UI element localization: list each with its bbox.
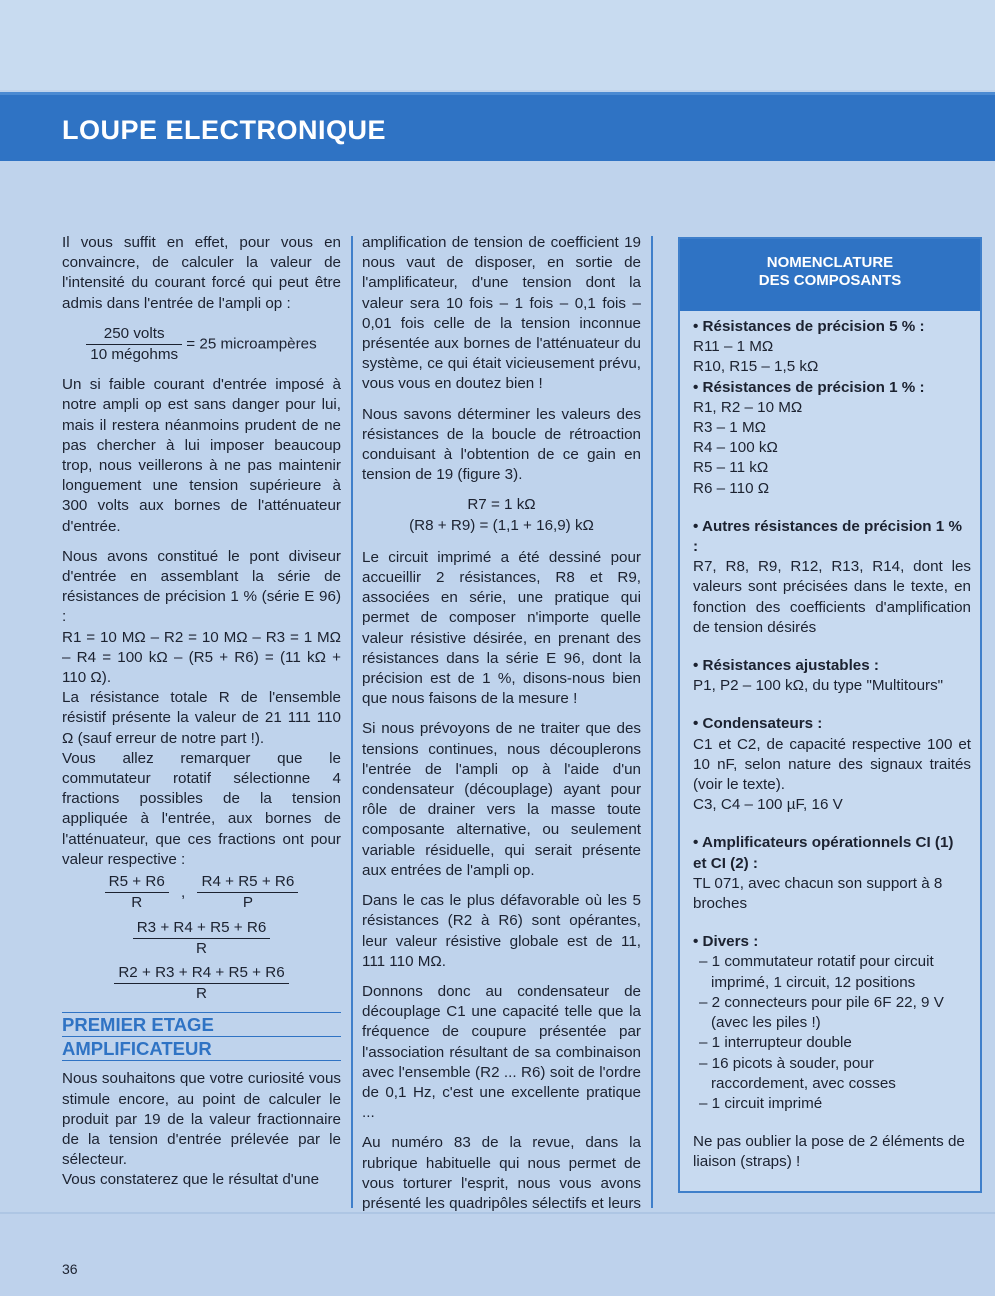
paragraph: Nous avons constitué le pont diviseur d'entrée en assemblant la série de résistances de précision 1 % (série E 96) : bbox=[62, 547, 341, 626]
fraction-numerator: R5 + R6 bbox=[105, 872, 169, 893]
column-1 bbox=[62, 233, 341, 1191]
fraction-numerator: R4 + R5 + R6 bbox=[197, 872, 298, 893]
fraction-denominator: R bbox=[196, 985, 207, 1003]
paragraph: Nous souhaitons que votre curiosité vous stimule encore, au point de calculer le produit par 19 de la valeur fractionnaire de la tension d'entrée prélevée par le sélecteur. bbox=[62, 1070, 341, 1169]
column-divider bbox=[351, 236, 353, 1208]
section-heading-line: AMPLIFICATEUR bbox=[62, 1037, 341, 1061]
part-line: R6 – 110 Ω bbox=[693, 479, 770, 497]
column-2 bbox=[362, 233, 641, 1244]
fraction-row bbox=[62, 918, 341, 959]
paragraph: R1 = 10 MΩ – R2 = 10 MΩ – R3 = 1 MΩ – R4 = 100 kΩ – (R5 + R6) = (11 kΩ + 110 Ω). bbox=[62, 628, 341, 687]
section-heading-line: PREMIER ETAGE bbox=[62, 1013, 341, 1037]
part-line: R10, R15 – 1,5 kΩ bbox=[693, 358, 819, 376]
category-heading: • Résistances de précision 1 % : bbox=[693, 378, 925, 396]
paragraph: Au numéro 83 de la revue, dans la rubrique habituelle qui nous permet de vous torturer l'esprit, nous vous avons présenté les quadripôles sélectifs et leurs bbox=[362, 1134, 641, 1212]
fraction-numerator: R2 + R3 + R4 + R5 + R6 bbox=[114, 963, 288, 984]
fraction-denominator: R bbox=[131, 894, 143, 912]
category-heading: • Résistances de précision 5 % : bbox=[693, 318, 925, 335]
part-line: C1 et C2, de capacité respective 100 et 10 nF, selon nature des signaux traités (voir le texte). bbox=[693, 735, 971, 794]
category-heading: • Condensateurs : bbox=[693, 715, 823, 733]
paragraph: Il vous suffit en effet, pour vous en convaincre, de calculer la valeur de l'intensité du courant forcé qui peut être admis dans l'entrée de l'ampli op : bbox=[62, 234, 341, 312]
part-line: R7, R8, R9, R12, R13, R14, dont les valeurs sont précisées dans le texte, en fonction des coefficients d'amplification de tension désirés bbox=[693, 558, 971, 636]
parts-list-header bbox=[680, 239, 980, 311]
column-divider bbox=[651, 236, 653, 1208]
top-margin bbox=[0, 0, 995, 90]
fraction-numerator: 250 volts bbox=[86, 324, 182, 345]
equation: (R8 + R9) = (1,1 + 16,9) kΩ bbox=[409, 516, 594, 534]
part-line: C3, C4 – 100 µF, 16 V bbox=[693, 796, 843, 814]
fraction-row bbox=[62, 963, 341, 1004]
misc-parts-list bbox=[693, 952, 971, 1114]
fraction-row bbox=[62, 872, 341, 913]
note: Ne pas oublier la pose de 2 éléments de liaison (straps) ! bbox=[693, 1133, 965, 1171]
paragraph: Dans le cas le plus défavorable où les 5 résistances (R2 à R6) sont opérantes, leur valeur résistive globale est de 11, 111 110 MΩ. bbox=[362, 892, 641, 970]
fraction-denominator: P bbox=[242, 894, 253, 912]
category-heading: • Autres résistances de précision 1 % : bbox=[693, 517, 962, 556]
paragraph: Vous allez remarquer que le commutateur rotatif sélectionne 4 fractions possibles de la tension appliquée à l'entrée, aux bornes de l'atténuateur, que ces fractions ont pour valeur respective : bbox=[62, 749, 341, 868]
part-line: R1, R2 – 10 MΩ bbox=[693, 398, 803, 416]
list-item: – 16 picots à souder, pour raccordement, avec cosses bbox=[699, 1054, 896, 1092]
paragraph: Si nous prévoyons de ne traiter que des tensions continues, nous découplerons l'entrée de l'ampli op à l'aide d'un condensateur (découplage) ayant pour rôle de drainer vers la masse toute composante alternative, ou seulement variable résiduelle, qui serait présente aux entrées de l'ampli op. bbox=[362, 720, 641, 879]
bottom-margin bbox=[0, 1212, 995, 1296]
fraction bbox=[105, 872, 169, 913]
part-line: R4 – 100 kΩ bbox=[693, 439, 778, 457]
category-heading: • Résistances ajustables : bbox=[693, 657, 879, 675]
fraction-numerator: R3 + R4 + R5 + R6 bbox=[133, 918, 271, 939]
fraction-separator: , bbox=[181, 883, 186, 901]
paragraph: Donnons donc au condensateur de découplage C1 une capacité telle que la fréquence de coupure présentée par l'association résultant de sa combinaison avec l'ensemble (R2 ... R6) soit de l'ordre de 0,1 Hz, c'est une excellente pratique ... bbox=[362, 982, 641, 1122]
list-item: – 1 interrupteur double bbox=[699, 1034, 852, 1052]
paragraph: Le circuit imprimé a été dessiné pour accueillir 2 résistances, R8 et R9, associées en série, une pratique qui permet de composer n'importe quelle valeur résistive désirée, en prenant des résistances dans la série E 96, dont la précision est de 1 %, disons-nous bien que nous faisons de la mesure ! bbox=[362, 548, 641, 708]
equations bbox=[362, 495, 641, 535]
parts-list-title: DES COMPOSANTS bbox=[758, 272, 902, 289]
category-heading: • Divers : bbox=[693, 933, 759, 951]
page-number: 36 bbox=[62, 1261, 78, 1277]
fraction bbox=[197, 872, 298, 913]
header-banner bbox=[0, 92, 995, 161]
category-heading: • Amplificateurs opérationnels CI (1) et CI (2) : bbox=[693, 834, 954, 872]
paragraph: La résistance totale R de l'ensemble résistif présente la valeur de 21 111 110 Ω (sauf erreur de notre part !). bbox=[62, 689, 341, 747]
part-line: TL 071, avec chacun son support à 8 broches bbox=[693, 874, 943, 913]
paragraph: Nous savons déterminer les valeurs des résistances de la boucle de rétroaction conduisant à l'obtention de ce gain en tension de 19 (figure 3). bbox=[362, 405, 641, 484]
page-title: LOUPE ELECTRONIQUE bbox=[62, 115, 387, 145]
part-line: R5 – 11 kΩ bbox=[693, 459, 769, 477]
part-line: R11 – 1 MΩ bbox=[693, 338, 774, 356]
paragraph: amplification de tension de coefficient 19 nous vaut de disposer, en sortie de l'amplificateur, d'une tension dont la valeur sera 10 fois – 1 fois – 0,1 fois – 0,01 fois celle de la tension inconnue présentée aux bornes de l'atténuateur du système, ce qui était vicieusement prévu, vous vous en doutez bien ! bbox=[362, 234, 641, 393]
paragraph: Vous constaterez que le résultat d'une bbox=[62, 1171, 320, 1189]
part-line: P1, P2 – 100 kΩ, du type "Multitours" bbox=[693, 677, 944, 695]
section-heading bbox=[62, 1012, 341, 1061]
list-item: – 2 connecteurs pour pile 6F 22, 9 V (avec les piles !) bbox=[699, 993, 944, 1032]
equation: R7 = 1 kΩ bbox=[467, 496, 536, 514]
parts-list-title: NOMENCLATURE bbox=[766, 254, 894, 271]
current-formula bbox=[62, 324, 341, 365]
list-item: – 1 commutateur rotatif pour circuit imprimé, 1 circuit, 12 positions bbox=[699, 953, 934, 991]
list-item: – 1 circuit imprimé bbox=[699, 1094, 823, 1112]
fraction-denominator: R bbox=[196, 939, 207, 957]
fraction bbox=[133, 918, 271, 959]
parts-list-body bbox=[693, 317, 971, 1173]
formula-result: = 25 microampères bbox=[186, 335, 317, 353]
fraction bbox=[86, 324, 182, 365]
paragraph: Un si faible courant d'entrée imposé à notre ampli op est sans danger pour lui, mais il restera néanmoins prudent de ne pas chercher à lui imposer beaucoup trop, nous veillerons à ne pas maintenir longuement une tension supérieure à 300 volts aux bornes de l'atténuateur d'entrée. bbox=[62, 376, 341, 535]
parts-list-box bbox=[678, 237, 982, 1193]
fraction-denominator: 10 mégohms bbox=[90, 346, 179, 364]
part-line: R3 – 1 MΩ bbox=[693, 419, 766, 437]
fraction bbox=[114, 963, 288, 1004]
